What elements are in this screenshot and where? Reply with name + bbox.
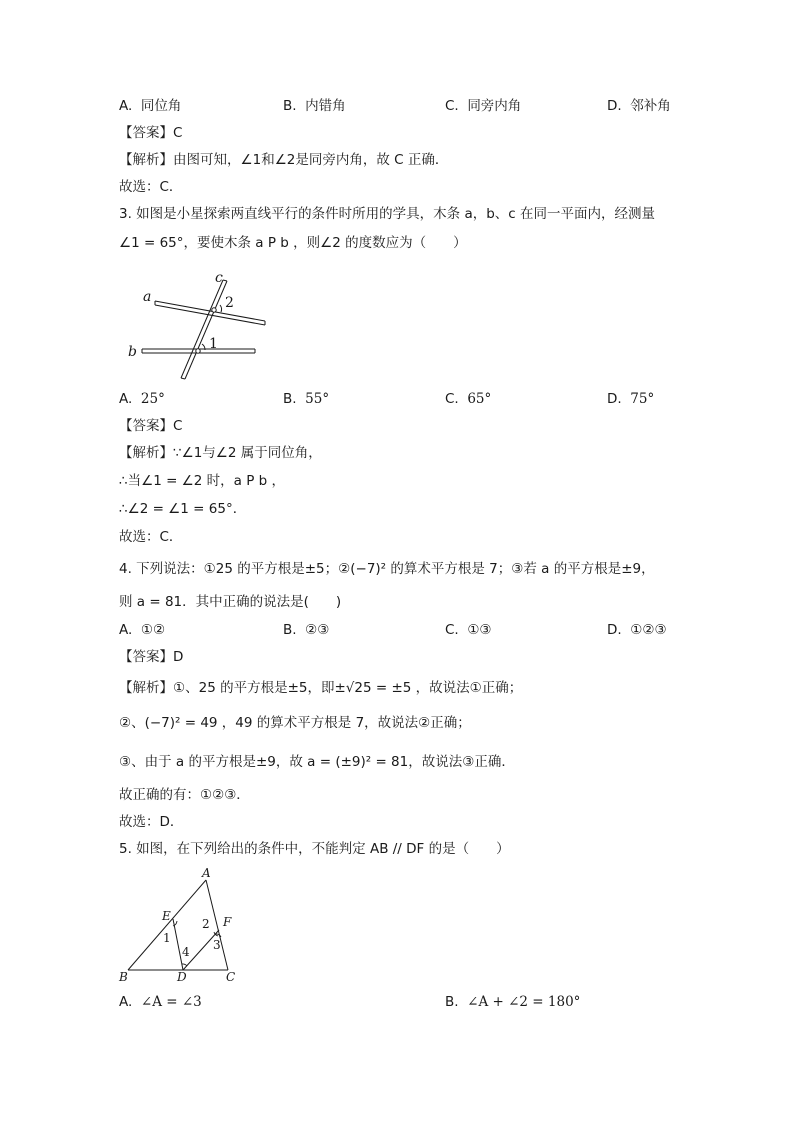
q4-stem-line1: 4. 下列说法：①25 的平方根是±5；②(−7)² 的算术平方根是 7；③若 a 的平方根是±9， (119, 561, 655, 577)
q2-conclusion: 故选：C． (119, 179, 183, 195)
option-text: 同位角 (140, 98, 182, 114)
option-letter: B. (283, 391, 297, 407)
label-1: 1 (209, 336, 218, 352)
option-letter: A. (119, 994, 133, 1010)
label-4: 4 (182, 945, 190, 959)
q2-option-c (445, 96, 521, 116)
label-D: D (177, 970, 187, 984)
option-text: ①②③ (630, 622, 667, 638)
option-letter: B. (445, 994, 459, 1010)
label-1: 1 (163, 931, 171, 945)
q3-option-b (283, 389, 329, 409)
label-b: b (128, 344, 137, 360)
q3-figure (125, 268, 285, 388)
q4-answer: 【答案】D (119, 649, 184, 665)
q2-option-a (119, 96, 181, 116)
label-c: c (215, 270, 223, 286)
q3-stem-line2: ∠1 = 65°，要使木条 a P b ，则∠2 的度数应为（ ） (119, 235, 467, 251)
q3-analysis-line3: ∴∠2 = ∠1 = 65°． (119, 501, 247, 517)
q3-conclusion: 故选：C． (119, 529, 183, 545)
option-letter: C. (445, 98, 459, 114)
segment-ab (128, 880, 206, 970)
q3-stem-line1: 3. 如图是小星探索两直线平行的条件时所用的学具，木条 a，b、c 在同一平面内，经测量 (119, 206, 656, 222)
option-letter: B. (283, 622, 297, 638)
option-text: 邻补角 (630, 98, 671, 114)
label-A: A (202, 866, 211, 880)
q3-analysis-line1: 【解析】∵∠1与∠2 属于同位角， (119, 445, 322, 461)
intersection-point (196, 349, 200, 353)
label-C: C (226, 970, 236, 984)
q3-analysis-line2: ∴当∠1 = ∠2 时，a P b ， (119, 473, 286, 489)
q3-option-d (607, 389, 654, 409)
option-text: 65° (467, 391, 492, 407)
label-a: a (143, 289, 152, 305)
q4-analysis-line3: ③、由于 a 的平方根是±9，故 a = (±9)² = 81，故说法③正确． (119, 754, 515, 770)
q4-option-b (283, 620, 329, 640)
q4-option-c (445, 620, 492, 640)
q3-option-a (119, 389, 165, 409)
label-F: F (223, 915, 232, 929)
label-B: B (119, 970, 128, 984)
option-text: ①② (140, 622, 166, 638)
q4-conclusion: 故选：D． (119, 814, 184, 830)
option-letter: C. (445, 391, 459, 407)
label-2: 2 (202, 917, 210, 931)
q4-option-a (119, 620, 165, 640)
option-text: 25° (140, 391, 165, 407)
q5-stem: 5. 如图，在下列给出的条件中，不能判定 AB // DF 的是（ ） (119, 841, 510, 857)
option-text: 内错角 (305, 98, 346, 114)
option-letter: D. (607, 98, 622, 114)
q2-option-d (607, 96, 671, 116)
q4-analysis-line1: 【解析】①、25 的平方根是±5，即±√25 = ±5 ，故说法①正确； (119, 680, 523, 696)
option-letter: C. (445, 622, 459, 638)
angle-4-arc (182, 964, 187, 966)
option-text: ∠A = ∠3 (140, 994, 202, 1010)
option-text: 55° (305, 391, 330, 407)
option-letter: B. (283, 98, 297, 114)
q5-option-b (445, 992, 580, 1012)
option-letter: A. (119, 391, 133, 407)
option-letter: D. (607, 391, 622, 407)
option-text: ①③ (467, 622, 492, 638)
option-text: 75° (630, 391, 655, 407)
option-letter: A. (119, 98, 133, 114)
q3-option-c (445, 389, 491, 409)
q4-summary: 故正确的有：①②③． (119, 787, 250, 803)
q4-analysis-line2: ②、(−7)² = 49 ，49 的算术平方根是 7，故说法②正确； (119, 715, 471, 731)
label-3: 3 (213, 938, 221, 952)
option-letter: D. (607, 622, 622, 638)
option-text: 同旁内角 (467, 98, 522, 114)
q3-answer: 【答案】C (119, 418, 183, 434)
intersection-point (212, 308, 216, 312)
line-c (181, 280, 227, 379)
q2-option-b (283, 96, 346, 116)
angle-2-arc (220, 305, 222, 312)
option-text: ②③ (305, 622, 330, 638)
q4-stem-line2: 则 a = 81．其中正确的说法是( ) (119, 594, 342, 610)
q5-option-a (119, 992, 202, 1012)
option-letter: A. (119, 622, 133, 638)
q4-option-d (607, 620, 667, 640)
label-E: E (162, 909, 171, 923)
option-text: ∠A + ∠2 = 180° (467, 994, 581, 1010)
q2-analysis: 【解析】由图可知，∠1和∠2是同旁内角，故 C 正确． (119, 152, 449, 168)
q5-figure (116, 866, 246, 986)
q2-answer: 【答案】C (119, 125, 183, 141)
label-2: 2 (225, 295, 234, 311)
